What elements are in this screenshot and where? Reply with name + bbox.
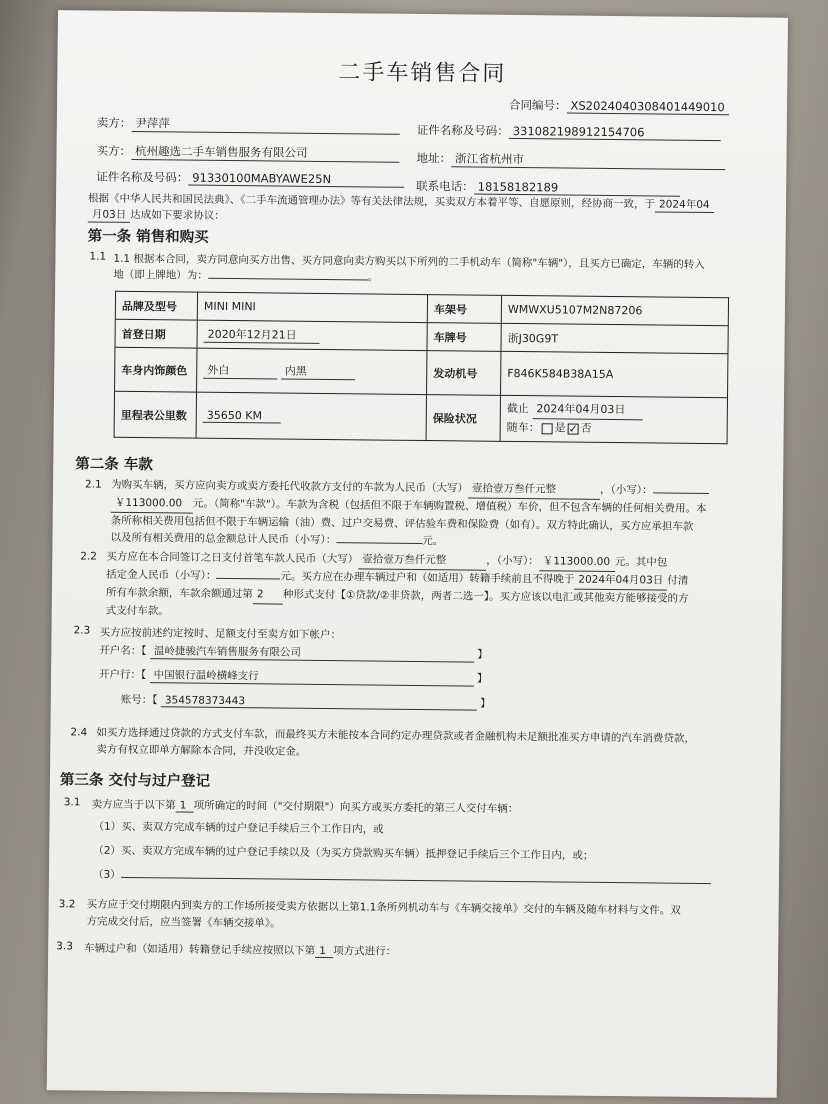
seller-id: 331082198912154706	[509, 124, 721, 141]
account-name: 温岭捷骏汽车销售服务有限公司	[150, 643, 474, 662]
clause-3-1-option: 1	[176, 799, 194, 812]
brand-value: MINI MINI	[197, 292, 427, 322]
clause-2-2-amount-cn: 壹拾壹万叁仟元整	[358, 551, 486, 570]
insurance-label: 保险状况	[426, 395, 500, 442]
engine-value: F846K584B38A15A	[501, 351, 728, 397]
clause-3-1-number: 3.1	[63, 796, 81, 809]
clause-2-1: 为购买车辆，买方应向卖方或卖方委托代收款方支付的车款为人民币（大写） 壹拾壹万叁仟元整 ，（小写）： ￥113000.00 元。（简称"车款"）。车款为含税（包括但不限于车辆购置税、增值税）车价，但不包含车辆的任何相关费用。本 条所称相关费用包括但不限于车辆运输（油）费、过户交易费、评估验车费和保险费（如有）。双方特此确认，买方应承担车款 以及所有相关费用的总金额总计人民币（小写）： 元。	[110, 478, 707, 548]
account-bank: 中国银行温岭横峰支行	[150, 667, 474, 686]
address: 浙江省杭州市	[451, 150, 725, 170]
clause-3-3-text: 车辆过户和（如适用）转籍登记手续应按照以下第 1 项方式进行：	[84, 942, 397, 958]
clause-3-3-number: 3.3	[56, 940, 73, 953]
vin-label: 车架号	[427, 295, 501, 324]
clause-2-1-number: 2.1	[84, 478, 102, 491]
clause-3-3-option: 1	[315, 945, 333, 958]
phone-row: 联系电话： 18158182189	[416, 178, 680, 197]
table-row: 里程表公里数 35650 KM 保险状况 截止 2024年04月03日 随车： 是✓ 否	[114, 391, 727, 443]
contract-number-value: XS2024040308401449010	[566, 99, 728, 116]
clause-2-4: 如买方选择通过贷款的方式支付车款，而最终买方未能按本合同约定办理贷款或者金融机构未足额批准买方申请的汽车消费贷款， 卖方有权立即单方解除本合同，并没收定金。	[96, 726, 695, 758]
section-1-heading: 第一条 销售和购买	[87, 228, 209, 246]
clause-3-2: 买方应于交付期限内到卖方的工作场所接受卖方依据以上第1.1条所列机动车与《车辆交接单》交付的车辆及随车材料与文件。双 方完成交付后，应当签署《车辆交接单》。	[86, 898, 681, 930]
seller-row: 卖方： 尹萍萍	[97, 115, 400, 135]
vehicle-info-table	[114, 291, 730, 444]
vin-value: WMWXU5107M2N87206	[501, 295, 728, 325]
clause-2-2: 买方应在本合同签订之日支付首笔车款人民币（大写） 壹拾壹万叁仟元整 ，（小写）： ￥113000.00 元。其中包 括定金人民币（小写）： 元。买方应在办理车辆过户和（如适用）转籍手续前且不得晚于 2024年04月03日 付清 所有车款余额，车款余额通过第 2 种形式支付【①贷款/②非贷款，两者二选一】。买方应该以电汇或其他卖方能够接受的方 式支付车款。	[105, 550, 689, 618]
plate-label: 车牌号	[427, 323, 501, 352]
contract-number: 合同编号： XS2024040308401449010	[509, 97, 729, 115]
clause-2-3-number: 2.3	[73, 624, 91, 637]
clause-2-2-number: 2.2	[80, 550, 98, 563]
checkbox-no[interactable]	[568, 423, 579, 434]
interior-color: 内黑	[281, 363, 355, 381]
brand-label: 品牌及型号	[115, 291, 197, 320]
table-row	[115, 347, 728, 397]
account-number-row: 账号：【 354578373443 】	[120, 693, 491, 710]
page-title: 二手车销售合同	[338, 60, 507, 87]
clause-2-1-amount: ￥113000.00	[111, 495, 193, 514]
buyer-id-row: 证件名称及号码： 91330100MABYAWE25N	[96, 169, 404, 188]
clause-1-1-line-2: 地（即上牌地）为： 。	[113, 268, 379, 284]
clause-1-1-line-1: 1.1 根据本合同，卖方同意向买方出售、买方同意向卖方购买以下所列的二手机动车（简称"车辆"），且买方已确定，车辆的转入	[113, 252, 705, 271]
clause-3-1-text: 卖方应当于以下第 1 项所确定的时间（"交付期限"）向买方或买方委托的第三人交付车辆：	[91, 798, 519, 816]
registration-date-label: 首登日期	[115, 319, 197, 348]
buyer-row: 买方： 杭州趣选二手车销售服务有限公司	[96, 143, 399, 163]
clause-2-3-text: 买方应按前述约定按时、足额支付至卖方如下帐户：	[99, 626, 342, 642]
clause-2-4-number: 2.4	[70, 726, 88, 739]
mileage-label: 里程表公里数	[114, 391, 196, 438]
section-3-heading: 第三条 交付与过户登记	[59, 772, 211, 790]
color-label: 车身内饰颜色	[115, 347, 197, 392]
clause-3-1-option-1: （1）买、卖双方完成车辆的过户登记手续后三个工作日内，或	[93, 820, 384, 836]
plate-value: 浙J30G9T	[501, 323, 728, 353]
seller-name: 尹萍萍	[131, 115, 399, 135]
account-bank-row: 开户行：【 中国银行温岭横峰支行 】	[99, 668, 488, 685]
engine-label: 发动机号	[427, 351, 501, 396]
buyer-id: 91330100MABYAWE25N	[188, 171, 404, 188]
exterior-color: 外白	[203, 362, 277, 380]
intro-date: 2024年04	[655, 196, 714, 213]
address-row: 地址： 浙江省杭州市	[416, 150, 725, 170]
checkbox-yes[interactable]	[542, 423, 553, 434]
clause-2-1-amount-cn: 壹拾壹万叁仟元整	[468, 480, 600, 499]
clause-3-1-option-3: （3）	[93, 867, 711, 888]
registration-date-value: 2020年12月21日	[204, 326, 320, 344]
account-name-row: 开户名：【 温岭捷骏汽车销售服务有限公司 】	[99, 644, 488, 661]
clause-2-2-deadline: 2024年04月03日	[574, 572, 667, 591]
phone: 18158182189	[474, 180, 680, 197]
clause-3-2-number: 3.2	[58, 898, 76, 911]
clause-2-2-method: 2	[253, 586, 283, 604]
account-number: 354578373443	[161, 694, 477, 710]
clause-1-1-number: 1.1	[89, 250, 107, 263]
clause-2-2-amount: ￥113000.00	[539, 553, 615, 572]
intro-line-1: 根据《中华人民共和国民法典》、《二手车流通管理办法》等有关法律法规，买卖双方本着平等、自愿原则，经协商一致，于 2024年04	[88, 191, 714, 214]
insurance-date: 2024年04月03日	[532, 400, 642, 420]
contract-paper	[47, 10, 788, 1098]
seller-id-row: 证件名称及号码： 331082198912154706	[417, 122, 721, 141]
buyer-name: 杭州趣选二手车销售服务有限公司	[131, 143, 399, 163]
clause-3-1-option-2: （2）买、卖双方完成车辆的过户登记手续以及（为买方贷款购买车辆）抵押登记手续后三个工作日内，或；	[93, 844, 594, 862]
section-2-heading: 第二条 车款	[75, 456, 153, 474]
mileage-value: 35650 KM	[203, 408, 281, 423]
intro-line-2: 月03日 达成如下要求协议：	[88, 207, 225, 224]
